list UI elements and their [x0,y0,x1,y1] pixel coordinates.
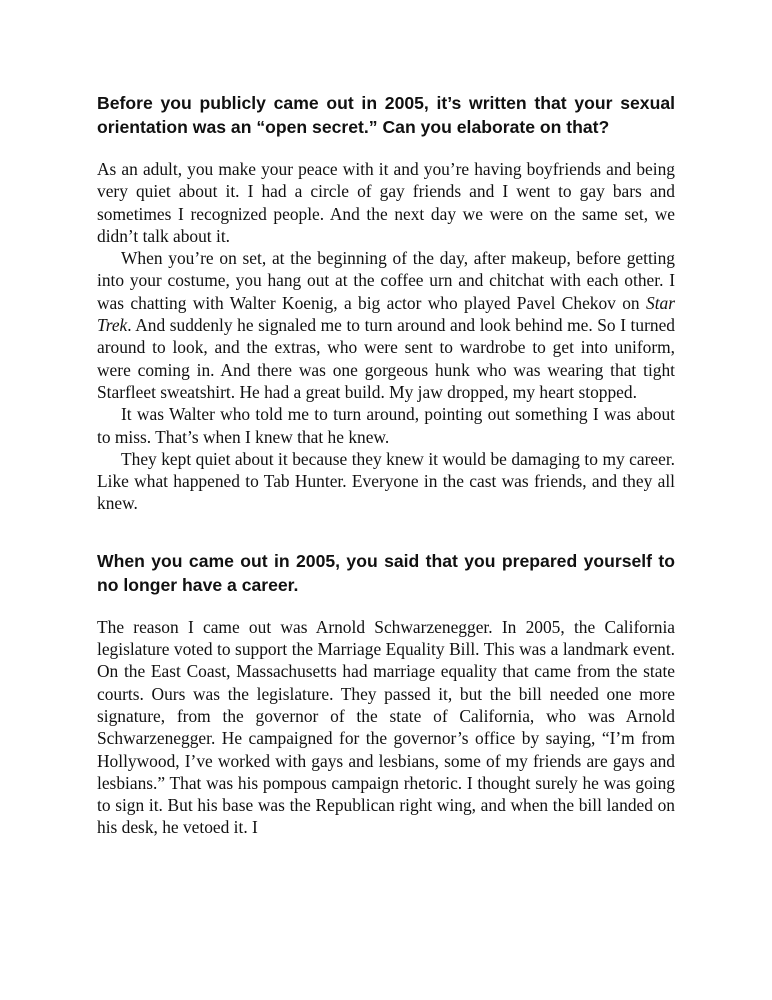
answer-paragraph: As an adult, you make your peace with it and you’re having boyfriends and being very quiet about it. I had a circle of gay friends and I went to gay bars and sometimes I recognized people. And the next day we were on the same set, we didn’t talk about it. [97,159,675,246]
answer-paragraph: The reason I came out was Arnold Schwarzenegger. In 2005, the California legislature voted to support the Marriage Equality Bill. This was a landmark event. On the East Coast, Massachusetts had marriage equality that came from the state courts. Ours was the legislature. They passed it, but the bill needed one more signature, from the governor of the state of California, who was Arnold Schwarzenegger. He campaigned for the governor’s office by saying, “I’m from Hollywood, I’ve worked with gays and lesbians, some of my friends are gays and lesbians.” That was his pompous campaign rhetoric. I thought surely he was going to sign it. But his base was the Republican right wing, and when the bill landed on his desk, he vetoed it. I [97,616,675,838]
page-body [97,91,675,839]
paragraph-text: When you’re on set, at the beginning of the day, after makeup, before getting into your costume, you hang out at the coffee urn and chitchat with each other. I was chatting with Walter Koenig, a big actor who played Pavel Chekov on [97,248,675,313]
answer-paragraph: It was Walter who told me to turn around, pointing out something I was about to miss. That’s when I knew that he knew. [97,404,675,447]
question-heading-1: Before you publicly came out in 2005, it’s written that your sexual orientation was an “open secret.” Can you elaborate on that? [97,93,675,137]
question-heading-2: When you came out in 2005, you said that you prepared yourself to no longer have a career. [97,550,675,595]
show-title-italic: Star Trek [97,292,675,336]
answer-paragraph: They kept quiet about it because they knew it would be damaging to my career. Like what happened to Tab Hunter. Everyone in the cast was friends, and they all knew. [97,448,675,514]
paragraph-text: . And suddenly he signaled me to turn around and look behind me. So I turned around to look, and the extras, who were sent to wardrobe to get into uniform, were coming in. And there was one gorgeous hunk who was wearing that tight Starfleet sweatshirt. He had a great build. My jaw dropped, my heart stopped. [97,315,675,402]
answer-paragraph [97,247,675,403]
